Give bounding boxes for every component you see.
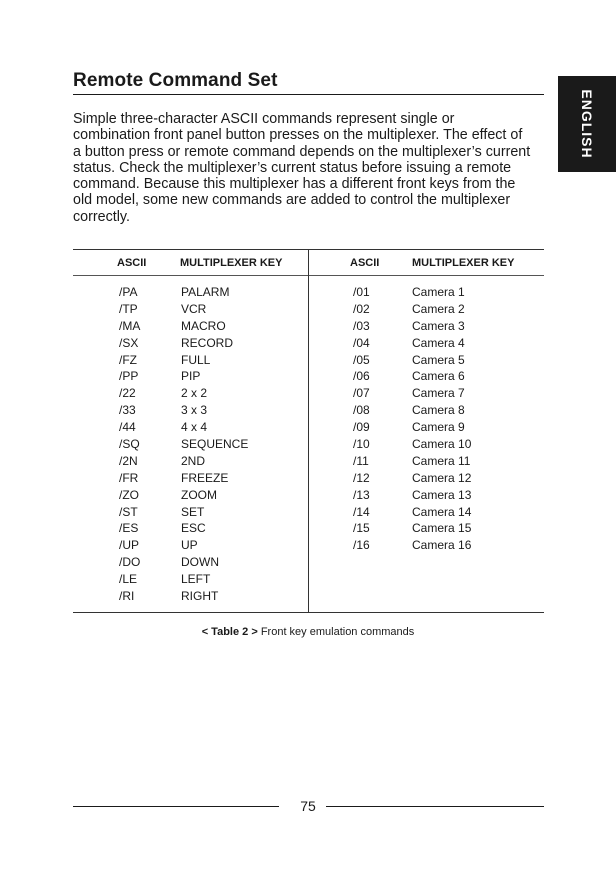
header-left-ascii: ASCII: [117, 257, 147, 269]
caption-tag: < Table 2 >: [201, 626, 258, 638]
multiplexer-key: ESC: [181, 521, 206, 536]
ascii-code: /13: [353, 487, 370, 502]
ascii-code: /33: [119, 403, 136, 418]
ascii-code: /15: [353, 521, 370, 536]
multiplexer-key: MACRO: [181, 318, 226, 333]
ascii-code: /11: [353, 453, 369, 468]
multiplexer-key: DOWN: [181, 555, 219, 570]
ascii-code: /MA: [119, 318, 141, 333]
intro-line: old model, some new commands are added to control the multiplexer: [73, 192, 511, 209]
language-tab: [558, 76, 616, 172]
ascii-code: /44: [119, 420, 136, 435]
ascii-code: /LE: [119, 572, 138, 587]
multiplexer-key: 4 x 4: [181, 420, 208, 435]
intro-line: a button press or remote command depends on the multiplexer’s current: [73, 143, 531, 160]
multiplexer-key: Camera 1: [412, 285, 465, 299]
ascii-code: /05: [353, 352, 370, 367]
ascii-code: /TP: [119, 301, 138, 316]
multiplexer-key: 2ND: [181, 453, 206, 468]
ascii-code: /12: [353, 470, 370, 485]
multiplexer-key: VCR: [181, 301, 207, 316]
multiplexer-key: PALARM: [181, 285, 230, 299]
multiplexer-key: FREEZE: [181, 470, 229, 485]
title-underline: [73, 94, 544, 95]
ascii-code: /02: [353, 301, 370, 316]
ascii-code: /PP: [119, 369, 139, 384]
ascii-code: /UP: [119, 538, 140, 553]
ascii-code: /22: [119, 386, 136, 401]
ascii-code: /FZ: [119, 352, 137, 367]
multiplexer-key: Camera 6: [412, 369, 465, 384]
multiplexer-key: Camera 2: [412, 301, 465, 316]
intro-line: correctly.: [73, 208, 130, 225]
ascii-code: /06: [353, 369, 370, 384]
multiplexer-key: SEQUENCE: [181, 437, 249, 452]
multiplexer-key: 2 x 2: [181, 386, 208, 401]
ascii-code: /08: [353, 403, 370, 418]
multiplexer-key: Camera 15: [412, 521, 472, 536]
multiplexer-key: UP: [181, 538, 198, 553]
multiplexer-key: Camera 13: [412, 487, 472, 502]
caption-text: Front key emulation commands: [260, 626, 415, 638]
ascii-code: /DO: [119, 555, 141, 570]
ascii-code: /SX: [119, 335, 139, 350]
multiplexer-key: Camera 4: [412, 335, 465, 350]
ascii-code: /SQ: [119, 437, 140, 452]
ascii-code: /FR: [119, 470, 139, 485]
language-tab-label: ENGLISH: [579, 89, 595, 159]
page-number: 75: [300, 798, 316, 814]
section-title: Remote Command Set: [73, 70, 278, 91]
footer-rule-right: [326, 806, 544, 807]
header-right-ascii: ASCII: [350, 257, 380, 269]
table-caption: [0, 626, 616, 638]
table-column-divider: [308, 249, 309, 612]
ascii-code: /RI: [119, 589, 135, 604]
footer-rule-left: [73, 806, 279, 807]
multiplexer-key: Camera 7: [412, 386, 465, 401]
intro-line: command. Because this multiplexer has a different front keys from the: [73, 176, 516, 193]
ascii-code: /2N: [119, 453, 138, 468]
multiplexer-key: Camera 5: [412, 352, 465, 367]
multiplexer-key: RECORD: [181, 335, 234, 350]
multiplexer-key: Camera 14: [412, 504, 472, 519]
table-bottom-rule: [73, 612, 544, 613]
multiplexer-key: Camera 9: [412, 420, 465, 435]
intro-line: combination front panel button presses on the multiplexer. The effect of: [73, 127, 523, 144]
intro-line: status. Check the multiplexer’s current status before issuing a remote: [73, 159, 512, 176]
header-left-key: MULTIPLEXER KEY: [180, 257, 283, 269]
multiplexer-key: RIGHT: [181, 589, 219, 604]
multiplexer-key: PIP: [181, 369, 201, 384]
ascii-code: /04: [353, 335, 370, 350]
ascii-code: /07: [353, 386, 370, 401]
intro-paragraph: [73, 111, 548, 225]
multiplexer-key: Camera 3: [412, 318, 465, 333]
multiplexer-key: LEFT: [181, 572, 211, 587]
multiplexer-key: SET: [181, 504, 205, 519]
ascii-code: /PA: [119, 285, 138, 299]
multiplexer-key: Camera 12: [412, 470, 472, 485]
ascii-code: /09: [353, 420, 370, 435]
multiplexer-key: Camera 11: [412, 453, 471, 468]
ascii-code: /10: [353, 437, 370, 452]
header-right-key: MULTIPLEXER KEY: [412, 257, 515, 269]
ascii-code: /ZO: [119, 487, 139, 502]
ascii-code: /ES: [119, 521, 139, 536]
ascii-code: /03: [353, 318, 370, 333]
multiplexer-key: Camera 16: [412, 538, 472, 553]
multiplexer-key: 3 x 3: [181, 403, 208, 418]
intro-line: Simple three-character ASCII commands represent single or: [73, 111, 455, 127]
multiplexer-key: ZOOM: [181, 487, 217, 502]
ascii-code: /16: [353, 538, 370, 553]
multiplexer-key: Camera 8: [412, 403, 465, 418]
ascii-code: /14: [353, 504, 370, 519]
multiplexer-key: FULL: [181, 352, 211, 367]
multiplexer-key: Camera 10: [412, 437, 472, 452]
ascii-code: /01: [353, 285, 370, 299]
ascii-code: /ST: [119, 504, 138, 519]
